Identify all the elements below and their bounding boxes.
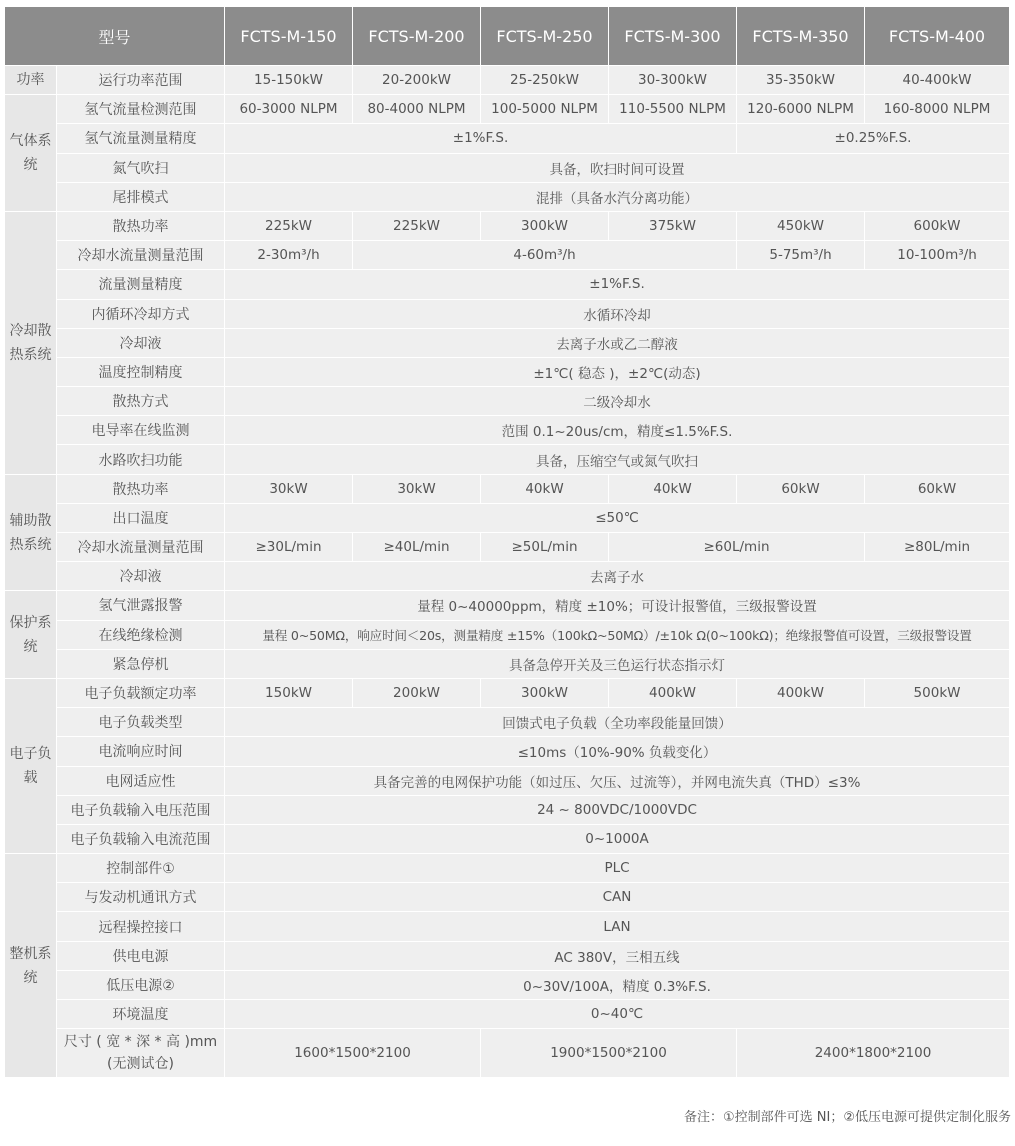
value-cell: 30kW <box>225 474 353 503</box>
table-row <box>5 562 1010 591</box>
value-cell: 水循环冷却 <box>225 299 1010 328</box>
value-cell: 150kW <box>225 678 353 707</box>
value-cell: 具备完善的电网保护功能（如过压、欠压、过流等），并网电流失真（THD）≤3% <box>225 766 1010 795</box>
param-label: 电子负载输入电流范围 <box>57 824 225 853</box>
value-cell: ±1%F.S. <box>225 124 737 153</box>
value-cell: ≥80L/min <box>865 533 1010 562</box>
value-cell: 120-6000 NLPM <box>737 95 865 124</box>
param-label-size <box>57 1029 225 1078</box>
value-cell: 60-3000 NLPM <box>225 95 353 124</box>
param-label: 水路吹扫功能 <box>57 445 225 474</box>
table-row <box>5 533 1010 562</box>
header-model: FCTS-M-200 <box>353 7 481 66</box>
header-model-label: 型号 <box>5 7 225 66</box>
value-cell: 35-350kW <box>737 66 865 95</box>
param-label: 在线绝缘检测 <box>57 620 225 649</box>
table-row <box>5 153 1010 182</box>
param-label: 低压电源② <box>57 970 225 999</box>
table-row <box>5 708 1010 737</box>
table-row <box>5 241 1010 270</box>
value-cell: 1900*1500*2100 <box>481 1029 737 1078</box>
table-row <box>5 1029 1010 1078</box>
value-cell: 225kW <box>353 211 481 240</box>
param-label: 内循环冷却方式 <box>57 299 225 328</box>
table-row <box>5 95 1010 124</box>
value-cell: ≤10ms（10%-90% 负载变化） <box>225 737 1010 766</box>
value-cell: 4-60m³/h <box>353 241 737 270</box>
value-cell: 30kW <box>353 474 481 503</box>
param-label: 电子负载输入电压范围 <box>57 795 225 824</box>
param-label: 尾排模式 <box>57 182 225 211</box>
group-label-cooling: 冷却散热系统 <box>5 211 57 474</box>
group-label-power: 功率 <box>5 66 57 95</box>
param-label: 冷却水流量测量范围 <box>57 533 225 562</box>
param-label: 出口温度 <box>57 503 225 532</box>
value-cell: 具备急停开关及三色运行状态指示灯 <box>225 649 1010 678</box>
header-model: FCTS-M-400 <box>865 7 1010 66</box>
param-label: 电子负载额定功率 <box>57 678 225 707</box>
table-row <box>5 941 1010 970</box>
param-label: 电网适应性 <box>57 766 225 795</box>
value-cell: 450kW <box>737 211 865 240</box>
param-label: 远程操控接口 <box>57 912 225 941</box>
value-cell: 0~1000A <box>225 824 1010 853</box>
table-row <box>5 299 1010 328</box>
group-label-aux: 辅助散热系统 <box>5 474 57 591</box>
value-cell: 160-8000 NLPM <box>865 95 1010 124</box>
value-cell: 400kW <box>609 678 737 707</box>
size-label-line2: (无测试仓) <box>107 1056 174 1073</box>
param-label: 流量测量精度 <box>57 270 225 299</box>
group-label-load: 电子负载 <box>5 678 57 853</box>
value-cell: 10-100m³/h <box>865 241 1010 270</box>
footnote: 备注：①控制部件可选 NI；②低压电源可提供定制化服务 <box>684 1110 1011 1125</box>
spec-table <box>4 6 1010 1078</box>
value-cell: 600kW <box>865 211 1010 240</box>
value-cell: CAN <box>225 883 1010 912</box>
table-row <box>5 474 1010 503</box>
table-row <box>5 445 1010 474</box>
value-cell: ≥50L/min <box>481 533 609 562</box>
param-label: 环境温度 <box>57 1000 225 1029</box>
value-cell: 200kW <box>353 678 481 707</box>
group-label-protect: 保护系统 <box>5 591 57 679</box>
param-label: 冷却水流量测量范围 <box>57 241 225 270</box>
table-row <box>5 678 1010 707</box>
group-label-machine: 整机系统 <box>5 854 57 1078</box>
table-row <box>5 766 1010 795</box>
value-cell: 60kW <box>865 474 1010 503</box>
value-cell: ±1%F.S. <box>225 270 1010 299</box>
param-label: 温度控制精度 <box>57 357 225 386</box>
table-row <box>5 912 1010 941</box>
table-row <box>5 124 1010 153</box>
table-row <box>5 854 1010 883</box>
param-label: 氢气泄露报警 <box>57 591 225 620</box>
table-row <box>5 416 1010 445</box>
value-cell: 24 ~ 800VDC/1000VDC <box>225 795 1010 824</box>
header-model: FCTS-M-350 <box>737 7 865 66</box>
value-cell: 300kW <box>481 678 609 707</box>
header-model: FCTS-M-250 <box>481 7 609 66</box>
header-row <box>5 7 1010 66</box>
value-cell: 0~40℃ <box>225 1000 1010 1029</box>
value-cell: 量程 0~50MΩ，响应时间＜20s，测量精度 ±15%（100kΩ~50MΩ）/±10k Ω(0~100kΩ)；绝缘报警值可设置，三级报警设置 <box>225 620 1010 649</box>
value-cell: ≥60L/min <box>609 533 865 562</box>
param-label: 与发动机通讯方式 <box>57 883 225 912</box>
value-cell: ≤50℃ <box>225 503 1010 532</box>
value-cell: LAN <box>225 912 1010 941</box>
table-row <box>5 387 1010 416</box>
size-label-line1: 尺寸 ( 宽 * 深 * 高 )mm <box>63 1034 218 1051</box>
value-cell: 2400*1800*2100 <box>737 1029 1010 1078</box>
param-label: 电流响应时间 <box>57 737 225 766</box>
value-cell: 60kW <box>737 474 865 503</box>
value-cell: ±1℃( 稳态 )，±2℃(动态) <box>225 357 1010 386</box>
param-label: 氢气流量测量精度 <box>57 124 225 153</box>
value-cell: ≥30L/min <box>225 533 353 562</box>
value-cell: ±0.25%F.S. <box>737 124 1010 153</box>
group-label-gas: 气体系统 <box>5 95 57 212</box>
param-label: 散热功率 <box>57 474 225 503</box>
param-label: 电导率在线监测 <box>57 416 225 445</box>
value-cell: PLC <box>225 854 1010 883</box>
value-cell: 40-400kW <box>865 66 1010 95</box>
header-model: FCTS-M-150 <box>225 7 353 66</box>
param-label: 紧急停机 <box>57 649 225 678</box>
table-row <box>5 824 1010 853</box>
param-label: 供电电源 <box>57 941 225 970</box>
param-label: 控制部件① <box>57 854 225 883</box>
param-label: 氢气流量检测范围 <box>57 95 225 124</box>
value-cell: 去离子水 <box>225 562 1010 591</box>
table-row <box>5 737 1010 766</box>
value-cell: ≥40L/min <box>353 533 481 562</box>
value-cell: 15-150kW <box>225 66 353 95</box>
value-cell: 20-200kW <box>353 66 481 95</box>
param-label: 运行功率范围 <box>57 66 225 95</box>
param-label: 冷却液 <box>57 328 225 357</box>
param-label: 氮气吹扫 <box>57 153 225 182</box>
value-cell: 40kW <box>609 474 737 503</box>
header-model: FCTS-M-300 <box>609 7 737 66</box>
table-row <box>5 270 1010 299</box>
value-cell: 25-250kW <box>481 66 609 95</box>
value-cell: 具备，吹扫时间可设置 <box>225 153 1010 182</box>
value-cell: 混排（具备水汽分离功能） <box>225 182 1010 211</box>
table-row <box>5 182 1010 211</box>
value-cell: 量程 0~40000ppm，精度 ±10%；可设计报警值，三级报警设置 <box>225 591 1010 620</box>
table-row <box>5 649 1010 678</box>
param-label: 散热方式 <box>57 387 225 416</box>
table-row <box>5 1000 1010 1029</box>
value-cell: 375kW <box>609 211 737 240</box>
table-row <box>5 970 1010 999</box>
value-cell: 80-4000 NLPM <box>353 95 481 124</box>
value-cell: 5-75m³/h <box>737 241 865 270</box>
table-row <box>5 66 1010 95</box>
table-row <box>5 883 1010 912</box>
param-label: 电子负载类型 <box>57 708 225 737</box>
value-cell: 具备，压缩空气或氮气吹扫 <box>225 445 1010 474</box>
value-cell: 范围 0.1~20us/cm，精度≤1.5%F.S. <box>225 416 1010 445</box>
table-row <box>5 620 1010 649</box>
param-label: 冷却液 <box>57 562 225 591</box>
value-cell: 去离子水或乙二醇液 <box>225 328 1010 357</box>
value-cell: 0~30V/100A，精度 0.3%F.S. <box>225 970 1010 999</box>
value-cell: 400kW <box>737 678 865 707</box>
table-row <box>5 328 1010 357</box>
value-cell: 100-5000 NLPM <box>481 95 609 124</box>
table-row <box>5 795 1010 824</box>
value-cell: 300kW <box>481 211 609 240</box>
table-row <box>5 503 1010 532</box>
value-cell: AC 380V，三相五线 <box>225 941 1010 970</box>
value-cell: 回馈式电子负载（全功率段能量回馈） <box>225 708 1010 737</box>
value-cell: 2-30m³/h <box>225 241 353 270</box>
value-cell: 110-5500 NLPM <box>609 95 737 124</box>
param-label: 散热功率 <box>57 211 225 240</box>
value-cell: 225kW <box>225 211 353 240</box>
table-row <box>5 591 1010 620</box>
table-row <box>5 211 1010 240</box>
value-cell: 二级冷却水 <box>225 387 1010 416</box>
value-cell: 30-300kW <box>609 66 737 95</box>
value-cell: 1600*1500*2100 <box>225 1029 481 1078</box>
value-cell: 40kW <box>481 474 609 503</box>
value-cell: 500kW <box>865 678 1010 707</box>
table-row <box>5 357 1010 386</box>
